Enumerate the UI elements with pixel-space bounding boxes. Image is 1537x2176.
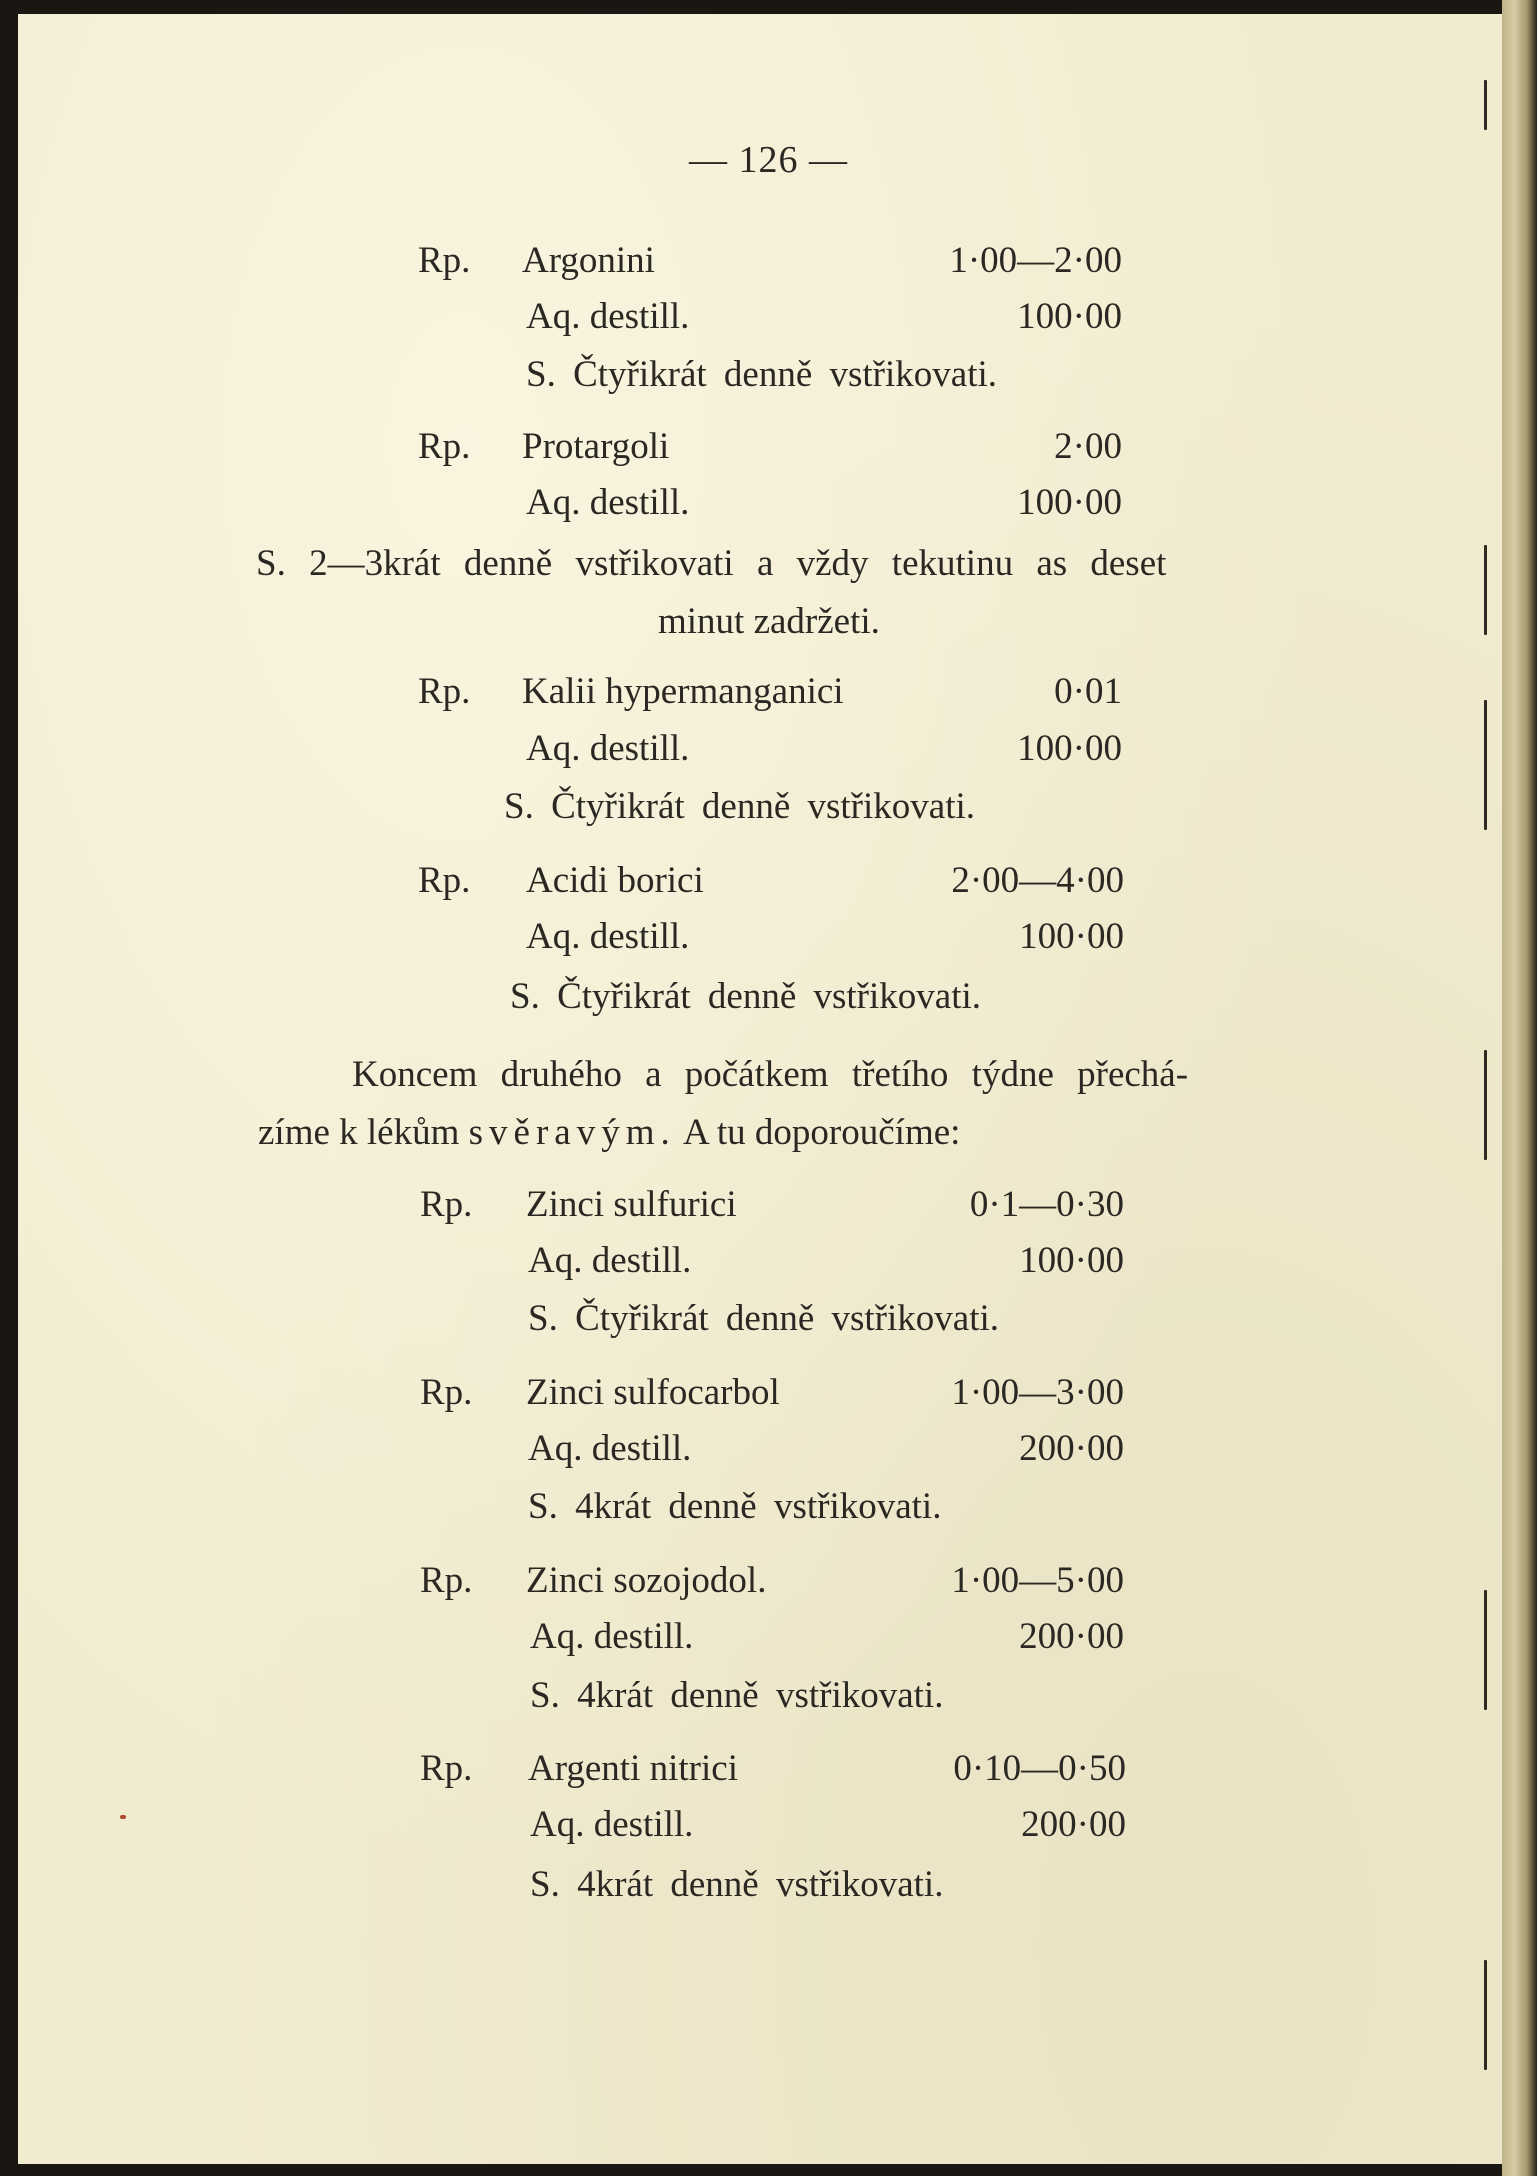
aqua-label: Aq. destill.: [528, 1240, 692, 1281]
page-number: — 126 —: [689, 139, 848, 181]
aqua-label: Aq. destill.: [526, 728, 690, 769]
signature-instruction: S. 2—3krát denně vstřikovati a vždy tekutinu as deset: [256, 543, 1167, 584]
aqua-dose: 200·00: [1021, 1804, 1126, 1845]
rp-label: Rp.: [420, 1184, 473, 1225]
aqua-label: Aq. destill.: [526, 296, 690, 337]
drug-dose: 1·00—2·00: [949, 240, 1122, 281]
edge-mark: [1484, 1590, 1487, 1710]
aqua-dose: 200·00: [1019, 1428, 1124, 1469]
emphasis-text: svěravým.: [468, 1112, 676, 1153]
paragraph-text: A tu doporoučíme:: [682, 1112, 961, 1153]
drug-name: Argonini: [522, 240, 655, 281]
aqua-label: Aq. destill.: [530, 1804, 694, 1845]
edge-mark: [1484, 80, 1487, 130]
rp-label: Rp.: [418, 671, 471, 712]
drug-name: Zinci sulfocarbol: [526, 1372, 780, 1413]
signature-instruction: S. 4krát denně vstřikovati.: [528, 1486, 942, 1527]
aqua-dose: 100·00: [1017, 296, 1122, 337]
rp-label: Rp.: [418, 426, 471, 467]
drug-dose: 2·00—4·00: [951, 860, 1124, 901]
drug-name: Argenti nitrici: [528, 1748, 738, 1789]
edge-mark: [1484, 1960, 1487, 2070]
drug-name: Zinci sozojodol.: [526, 1560, 767, 1601]
rp-label: Rp.: [420, 1560, 473, 1601]
aqua-dose: 100·00: [1019, 916, 1124, 957]
signature-instruction: S. Čtyřikrát denně vstřikovati.: [504, 786, 976, 827]
rp-label: Rp.: [418, 240, 471, 281]
rp-label: Rp.: [418, 860, 471, 901]
rp-label: Rp.: [420, 1748, 473, 1789]
aqua-dose: 100·00: [1019, 1240, 1124, 1281]
edge-mark: [1484, 1050, 1487, 1160]
aqua-label: Aq. destill.: [528, 1428, 692, 1469]
drug-dose: 1·00—5·00: [951, 1560, 1124, 1601]
drug-dose: 1·00—3·00: [951, 1372, 1124, 1413]
aqua-label: Aq. destill.: [530, 1616, 694, 1657]
drug-dose: 0·1—0·30: [969, 1184, 1124, 1225]
drug-dose: 0·10—0·50: [953, 1748, 1126, 1789]
signature-instruction: S. 4krát denně vstřikovati.: [530, 1675, 944, 1716]
drug-name: Kalii hypermanganici: [522, 671, 844, 712]
aqua-dose: 100·00: [1017, 728, 1122, 769]
drug-name: Zinci sulfurici: [526, 1184, 737, 1225]
drug-dose: 0·01: [1054, 671, 1122, 712]
aqua-dose: 100·00: [1017, 482, 1122, 523]
signature-instruction: S. Čtyřikrát denně vstřikovati.: [528, 1298, 1000, 1339]
aqua-dose: 200·00: [1019, 1616, 1124, 1657]
signature-instruction: S. Čtyřikrát denně vstřikovati.: [526, 354, 998, 395]
edge-mark: [1484, 545, 1487, 635]
drug-dose: 2·00: [1054, 426, 1122, 467]
paragraph-text: zíme k lékům: [258, 1112, 460, 1153]
page-edge: [1502, 0, 1537, 2176]
signature-instruction: S. Čtyřikrát denně vstřikovati.: [510, 976, 982, 1017]
paragraph-line: [258, 1114, 960, 1151]
edge-mark: [1484, 700, 1487, 830]
signature-instruction: S. 4krát denně vstřikovati.: [530, 1864, 944, 1905]
ink-speck: [120, 1815, 126, 1819]
aqua-label: Aq. destill.: [526, 482, 690, 523]
aqua-label: Aq. destill.: [526, 916, 690, 957]
paragraph-line: Koncem druhého a počátkem třetího týdne přechá-: [352, 1054, 1189, 1095]
signature-instruction-cont: minut zadržeti.: [658, 601, 880, 642]
drug-name: Acidi borici: [526, 860, 704, 901]
rp-label: Rp.: [420, 1372, 473, 1413]
drug-name: Protargoli: [522, 426, 670, 467]
